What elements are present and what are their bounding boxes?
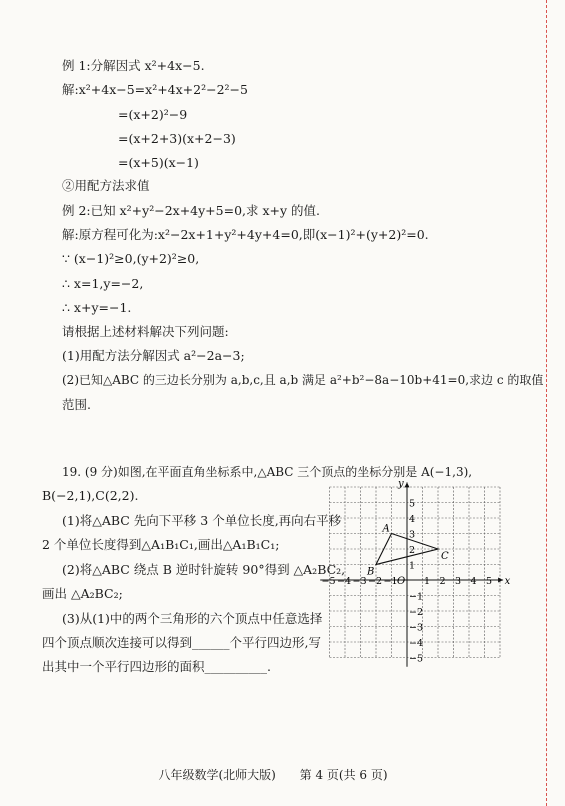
q19-part2-line2: 画出 △A₂BC₂;: [42, 586, 123, 601]
example1-title: 例 1:分解因式 x²+4x−5.: [62, 58, 205, 73]
q19-part1-line1: (1)将△ABC 先向下平移 3 个单位长度,再向右平移: [62, 513, 342, 528]
footer-page-number: 第 4 页(共 6 页): [299, 768, 388, 782]
q19-line2: B(−2,1),C(2,2).: [42, 488, 139, 503]
x-tick-label: −4: [336, 576, 351, 587]
y-tick-label: −3: [409, 622, 424, 634]
example1-solution-line1: 解:x²+4x−5=x²+4x+2²−2²−5: [62, 82, 248, 97]
task-q1: (1)用配方法分解因式 a²−2a−3;: [62, 348, 245, 363]
point-b-label: B: [367, 566, 375, 578]
x-axis-arrow: [498, 578, 503, 583]
task-intro: 请根据上述材料解决下列问题:: [62, 324, 229, 339]
binding-dashed-line: [546, 0, 547, 806]
page-footer: [0, 766, 546, 783]
x-tick-label: 5: [486, 576, 493, 587]
q19-line1: 19. (9 分)如图,在平面直角坐标系中,△ABC 三个顶点的坐标分别是 A(−1,3),: [62, 465, 473, 479]
example2-because: ∵ (x−1)²≥0,(y+2)²≥0,: [62, 251, 200, 266]
example1-solution-line2: =(x+2)²−9: [118, 107, 188, 122]
origin-label: O: [397, 576, 406, 587]
q19-part3-line2: 四个顶点顺次连接可以得到______个平行四边形,写: [42, 635, 321, 650]
x-tick-label: −2: [367, 576, 382, 587]
y-tick-label: 3: [409, 529, 416, 541]
example1-solution-line4: =(x+5)(x−1): [118, 155, 199, 170]
x-tick-label: −1: [383, 576, 398, 587]
section2-heading: ②用配方法求值: [62, 178, 150, 193]
y-axis-label: y: [398, 478, 404, 490]
y-tick-label: −2: [409, 607, 424, 618]
x-tick-label: 3: [455, 576, 462, 587]
footer-subject: 八年级数学(北师大版): [158, 768, 276, 782]
x-tick-label: 1: [424, 576, 431, 587]
y-tick-label: −1: [409, 591, 424, 603]
example2-solution: 解:原方程可化为:x²−2x+1+y²+4y+4=0,即(x−1)²+(y+2)²=0.: [62, 227, 429, 242]
coordinate-plane-svg: [321, 478, 511, 675]
y-tick-label: −5: [409, 653, 424, 665]
example2-therefore2: ∴ x+y=−1.: [62, 300, 132, 315]
q19-part1-line2: 2 个单位长度得到△A₁B₁C₁,画出△A₁B₁C₁;: [42, 537, 280, 552]
coordinate-grid: [321, 478, 511, 675]
point-a-label: A: [382, 523, 390, 535]
example2-title: 例 2:已知 x²+y²−2x+4y+5=0,求 x+y 的值.: [62, 203, 321, 218]
y-tick-label: 1: [409, 560, 416, 572]
q19-part3-line1: (3)从(1)中的两个三角形的六个顶点中任意选择: [62, 611, 323, 626]
task-q2-line1: (2)已知△ABC 的三边长分别为 a,b,c,且 a,b 满足 a²+b²−8a−10b+41=0,求边 c 的取值: [62, 373, 544, 387]
q19-part3-line3: 出其中一个平行四边形的面积__________.: [42, 659, 271, 674]
example1-solution-line3: =(x+2+3)(x+2−3): [118, 131, 236, 146]
y-tick-label: 5: [409, 498, 416, 510]
x-tick-label: 2: [439, 576, 446, 587]
x-axis-label: x: [504, 576, 511, 587]
y-tick-label: −4: [409, 638, 424, 649]
example2-therefore1: ∴ x=1,y=−2,: [62, 276, 144, 291]
x-tick-label: −5: [321, 576, 336, 587]
task-q2-line2: 范围.: [62, 397, 91, 412]
y-tick-label: 4: [409, 514, 416, 525]
point-c-label: C: [441, 551, 449, 562]
y-tick-label: 2: [409, 545, 416, 556]
y-axis-arrow: [405, 482, 410, 487]
x-tick-label: 4: [470, 576, 477, 587]
x-tick-label: −3: [352, 576, 367, 587]
q19-part2-line1: (2)将△ABC 绕点 B 逆时针旋转 90°得到 △A₂BC₂,: [62, 562, 346, 577]
